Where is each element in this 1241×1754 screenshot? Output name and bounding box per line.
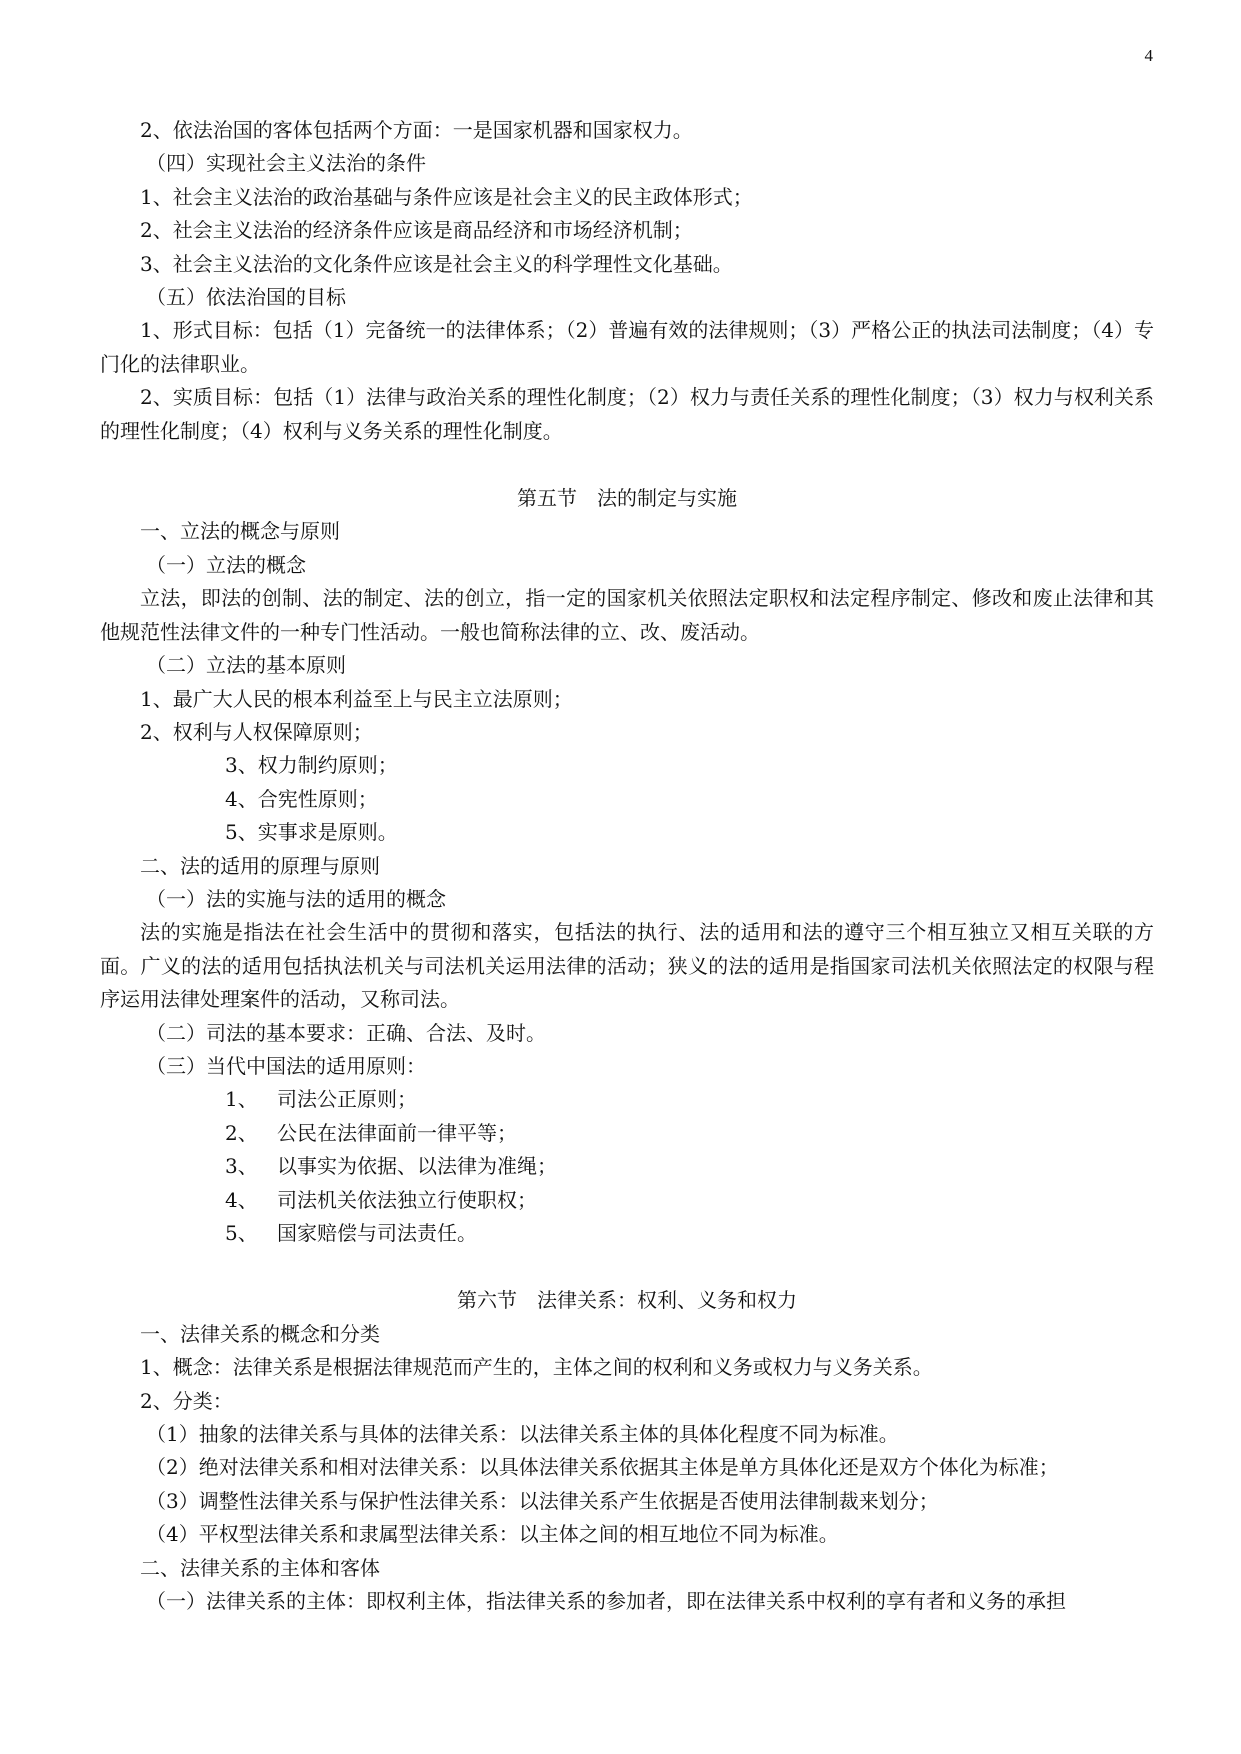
paragraph: 2、分类： bbox=[140, 1388, 233, 1413]
list-item-number: 2、 bbox=[225, 1120, 258, 1145]
list-item-number: 1、 bbox=[225, 1087, 258, 1112]
list-item: 3、社会主义法治的文化条件应该是社会主义的科学理性文化基础。 bbox=[140, 251, 733, 276]
list-item: （1）抽象的法律关系与具体的法律关系：以法律关系主体的具体化程度不同为标准。 bbox=[146, 1422, 899, 1447]
list-item-text: 司法机关依法独立行使职权； bbox=[277, 1187, 537, 1212]
section-heading: 第六节 法律关系：权利、义务和权力 bbox=[457, 1288, 797, 1313]
list-item: （4）平权型法律关系和隶属型法律关系：以主体之间的相互地位不同为标准。 bbox=[146, 1522, 839, 1547]
list-item bbox=[100, 1184, 1154, 1217]
list-item: （2）绝对法律关系和相对法律关系：以具体法律关系依据其主体是单方具体化还是双方个体化为标准； bbox=[146, 1455, 1059, 1480]
list-item bbox=[100, 1083, 1154, 1116]
list-item-text: 公民在法律面前一律平等； bbox=[277, 1120, 517, 1145]
paragraph: （一）法律关系的主体：即权利主体，指法律关系的参加者，即在法律关系中权利的享有者和义务的承担 bbox=[146, 1589, 1066, 1614]
subsection-heading: （五）依法治国的目标 bbox=[146, 285, 346, 310]
paragraph: 1、形式目标：包括（1）完备统一的法律体系；（2）普遍有效的法律规则；（3）严格公正的执法司法制度；（4）专门化的法律职业。 bbox=[100, 318, 1154, 376]
list-item: 5、实事求是原则。 bbox=[225, 820, 398, 845]
section-gap bbox=[100, 1250, 1154, 1284]
list-item-text: 以事实为依据、以法律为准绳； bbox=[277, 1154, 557, 1179]
list-item-text: 司法公正原则； bbox=[277, 1087, 417, 1112]
subsection-heading: （一）立法的概念 bbox=[146, 552, 306, 577]
document-body bbox=[100, 114, 1154, 1618]
part-heading: 一、立法的概念与原则 bbox=[140, 519, 340, 544]
paragraph: 2、依法治国的客体包括两个方面：一是国家机器和国家权力。 bbox=[140, 118, 693, 142]
paragraph: 2、实质目标：包括（1）法律与政治关系的理性化制度；（2）权力与责任关系的理性化制度；（3）权力与权利关系的理性化制度；（4）权利与义务关系的理性化制度。 bbox=[100, 385, 1154, 443]
subsection-heading: （二）司法的基本要求：正确、合法、及时。 bbox=[146, 1020, 546, 1045]
part-heading: 一、法律关系的概念和分类 bbox=[140, 1321, 380, 1346]
list-item: 2、权利与人权保障原则； bbox=[140, 719, 373, 744]
list-item: 4、合宪性原则； bbox=[225, 786, 378, 811]
part-heading: 二、法律关系的主体和客体 bbox=[140, 1555, 380, 1580]
list-item: （3）调整性法律关系与保护性法律关系：以法律关系产生依据是否使用法律制裁来划分； bbox=[146, 1488, 939, 1513]
page-number: 4 bbox=[1144, 46, 1153, 65]
paragraph: 立法，即法的创制、法的制定、法的创立，指一定的国家机关依照法定职权和法定程序制定、修改和废止法律和其他规范性法律文件的一种专门性活动。一般也简称法律的立、改、废活动。 bbox=[100, 586, 1154, 644]
paragraph: 1、概念：法律关系是根据法律规范而产生的，主体之间的权利和义务或权力与义务关系。 bbox=[140, 1355, 933, 1380]
subsection-heading: （一）法的实施与法的适用的概念 bbox=[146, 886, 446, 911]
subsection-heading: （四）实现社会主义法治的条件 bbox=[146, 151, 426, 176]
paragraph: 法的实施是指法在社会生活中的贯彻和落实，包括法的执行、法的适用和法的遵守三个相互独立又相互关联的方面。广义的法的适用包括执法机关与司法机关运用法律的活动；狭义的法的适用是指国家司法机关依照法定的权限与程序运用法律处理案件的活动，又称司法。 bbox=[100, 920, 1154, 1012]
subsection-heading: （二）立法的基本原则 bbox=[146, 653, 346, 678]
section-heading: 第五节 法的制定与实施 bbox=[517, 486, 737, 511]
list-item bbox=[100, 1150, 1154, 1183]
list-item: 3、权力制约原则； bbox=[225, 753, 398, 778]
list-item: 1、社会主义法治的政治基础与条件应该是社会主义的民主政体形式； bbox=[140, 184, 753, 209]
list-item-text: 国家赔偿与司法责任。 bbox=[277, 1221, 477, 1245]
list-item-number: 3、 bbox=[225, 1154, 258, 1179]
list-item bbox=[100, 1117, 1154, 1150]
subsection-heading: （三）当代中国法的适用原则： bbox=[146, 1053, 426, 1078]
part-heading: 二、法的适用的原理与原则 bbox=[140, 853, 380, 878]
list-item-number: 4、 bbox=[225, 1187, 258, 1212]
list-item: 2、社会主义法治的经济条件应该是商品经济和市场经济机制； bbox=[140, 218, 693, 243]
list-item bbox=[100, 1217, 1154, 1250]
section-gap bbox=[100, 448, 1154, 482]
list-item: 1、最广大人民的根本利益至上与民主立法原则； bbox=[140, 686, 573, 711]
list-item-number: 5、 bbox=[225, 1221, 258, 1245]
